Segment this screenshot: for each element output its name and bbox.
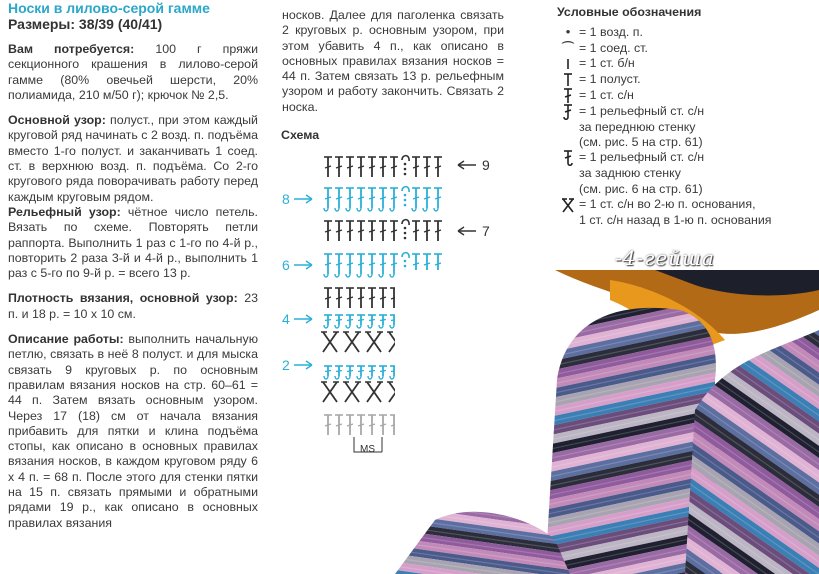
- legend-text: = 1 ст. с/н: [579, 87, 634, 102]
- legend-text: = 1 возд. п.: [579, 25, 643, 40]
- row-label: 4: [282, 311, 290, 327]
- relief-pattern-label: Рельефный узор:: [8, 204, 121, 219]
- legend-text: = 1 соед. ст.: [579, 40, 648, 55]
- row-label: 9: [482, 157, 490, 173]
- repeat-bracket: [354, 437, 382, 455]
- repeat-label: MS: [360, 444, 375, 455]
- size-line: Размеры: 38/39 (40/41): [8, 16, 163, 32]
- density-text: 23 п. и 18 р. = 10 х 10 см.: [8, 291, 258, 321]
- legend-text-continuation: (см. рис. 5 на стр. 61): [579, 135, 703, 150]
- main-pattern-label: Основной узор:: [8, 113, 106, 128]
- legend-symbol-icon: [557, 104, 579, 120]
- relief-pattern-text: чётное число петель. Вязать по схеме. Повторять петли раппорта. Выполнить 1 раз с 1-го по 4-й р., повторить 2 раза 3-й и 4-й р., выполнить 1 раз с 5-го по 9-й р. = всего 13 р.: [8, 204, 258, 281]
- legend-text: = 1 рельефный ст. с/н: [579, 103, 705, 118]
- relief-pattern-paragraph: [8, 205, 258, 281]
- description-paragraph: [8, 332, 258, 531]
- legend-item: [557, 150, 819, 166]
- legend-item: [557, 56, 819, 72]
- materials-text: 100 г пряжи секционного крашения в лилово-серой гамме (80% овечьей шерсти, 20% полиамида, 210 м/50 г); крючок № 2,5.: [8, 42, 258, 102]
- legend-title: Условные обозначения: [557, 5, 702, 19]
- legend-text-continuation: (см. рис. 6 на стр. 61): [579, 181, 703, 196]
- legend-item: [557, 197, 819, 213]
- pattern-title: Носки в лилово-серой гамме: [8, 0, 210, 16]
- legend-item: [557, 88, 819, 104]
- legend-symbol-icon: [557, 197, 579, 213]
- legend-text-continuation: за заднюю стенку: [579, 166, 681, 181]
- legend-item: [557, 41, 819, 56]
- legend-symbol-icon: [557, 150, 579, 166]
- main-pattern-paragraph: [8, 113, 258, 205]
- legend-symbol-icon: [557, 72, 579, 88]
- signature-watermark: -4-гейша: [615, 246, 715, 270]
- legend-item: [557, 72, 819, 88]
- schema-title: Схема: [281, 128, 320, 142]
- materials-paragraph: [8, 42, 258, 103]
- legend-item: [557, 25, 819, 40]
- row-label: 8: [282, 191, 290, 207]
- legend-symbol-icon: •: [565, 25, 571, 40]
- legend-text-continuation: 1 ст. с/н назад в 1-ю п. основания: [579, 213, 772, 228]
- main-pattern-text: полуст., при этом каждый круговой ряд начинать с 2 возд. п. подъёма вместо 1-го полуст. и заканчивать 1 соед. ст. в верхнюю возд. п. подъёма. Со 2-го кругового ряда поворачивать работу перед каждым круговым рядом.: [8, 113, 258, 204]
- legend-symbol-icon: [557, 88, 579, 104]
- row-label: 6: [282, 257, 290, 273]
- legend-text: = 1 ст. с/н во 2-ю п. основания,: [579, 197, 756, 212]
- legend-symbol-icon: [557, 56, 579, 72]
- legend-item: [557, 104, 819, 120]
- legend-symbol-icon: ⌒: [561, 40, 575, 55]
- socks-photo: [395, 270, 819, 574]
- row-label: 7: [482, 223, 490, 239]
- legend-list: [557, 25, 819, 228]
- row-label: 2: [282, 357, 290, 373]
- legend-text: = 1 ст. б/н: [579, 55, 635, 70]
- description-label: Описание работы:: [8, 332, 124, 347]
- legend-text: = 1 рельефный ст. с/н: [579, 150, 705, 165]
- continuation-paragraph: носков. Далее для паголенка связать 2 круговых р. основным узором, при этом убавить 4 п., как описано в основных правилах вязания носков = 44 п. Затем связать 13 р. рельефным узором и работу закончить. Связать 2 носка.: [282, 8, 504, 114]
- materials-label: Вам потребуется:: [8, 42, 135, 56]
- middle-column: [282, 8, 504, 115]
- density-label: Плотность вязания, основной узор:: [8, 291, 238, 306]
- legend-text: = 1 полуст.: [579, 71, 641, 86]
- legend-text-continuation: за переднюю стенку: [579, 119, 696, 134]
- description-text: выполнить начальную петлю, связать в неё 8 полуст. и для мыска связать 9 круговых р. по основным правилам вязания носков на стр. 60–61 = 44 п. Затем вязать основным узором. Через 17 (18) см от начала вязания прибавить для пятки и клина подъёма стопы, как описано в основных правилах вязания носков, в каждом круговом ряду 6 х 4 п. = 68 п. После этого для стенки пятки на 15 п. связать прямыми и обратными рядами 19 р., как описано в основных правилах вязания: [8, 332, 258, 530]
- density-paragraph: [8, 291, 258, 322]
- legend-column: [557, 5, 819, 228]
- left-column: [8, 0, 258, 531]
